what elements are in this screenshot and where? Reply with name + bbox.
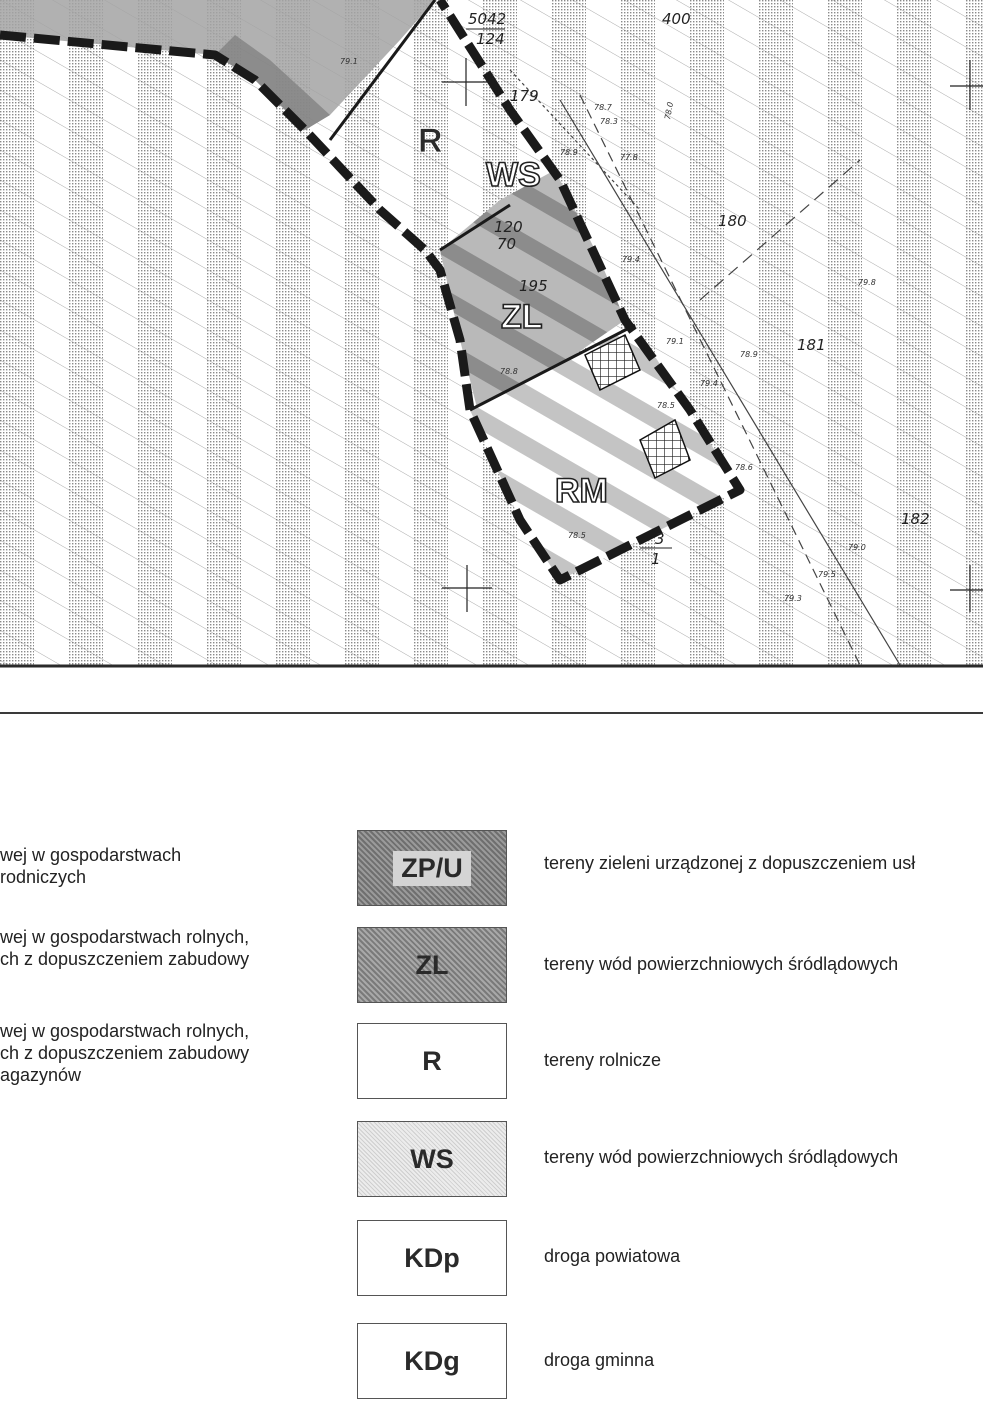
svg-text:79.0: 79.0 xyxy=(848,543,866,552)
svg-text:78.6: 78.6 xyxy=(735,463,753,472)
svg-text:79.8: 79.8 xyxy=(858,278,876,287)
parcel-124: 124 xyxy=(476,30,505,48)
parcel-1: 1 xyxy=(651,550,661,568)
zone-label-r: R xyxy=(418,122,443,160)
svg-text:79.1: 79.1 xyxy=(666,337,684,346)
legend-swatch-kdg xyxy=(357,1323,507,1399)
svg-text:79.1: 79.1 xyxy=(340,57,358,66)
legend-left-item-1: wej w gospodarstwach rodniczych xyxy=(0,845,182,887)
svg-text:78.5: 78.5 xyxy=(568,531,586,540)
legend-desc-kdg: droga gminna xyxy=(544,1350,655,1370)
legend-code-zpu: ZP/U xyxy=(393,851,471,886)
legend-swatch-ws xyxy=(357,1121,507,1197)
svg-text:79.3: 79.3 xyxy=(784,594,802,603)
legend-desc-r: tereny rolnicze xyxy=(544,1050,662,1070)
svg-text:78.5: 78.5 xyxy=(657,401,675,410)
svg-text:79.4: 79.4 xyxy=(622,255,640,264)
parcel-70: 70 xyxy=(497,235,517,253)
parcel-5042: 5042 xyxy=(468,10,507,28)
svg-text:79.4: 79.4 xyxy=(700,379,718,388)
legend-swatch-kdp xyxy=(357,1220,507,1296)
svg-text:78.3: 78.3 xyxy=(600,117,618,126)
parcel-182: 182 xyxy=(901,510,930,528)
legend-swatch-zpu xyxy=(357,830,507,906)
parcel-120: 120 xyxy=(494,218,523,236)
zone-label-zl: ZL xyxy=(501,298,543,336)
svg-text:79.5: 79.5 xyxy=(818,570,836,579)
legend-left-item-3: wej w gospodarstwach rolnych, ch z dopuszczeniem zabudowy agazynów xyxy=(0,1021,250,1085)
svg-text:77.8: 77.8 xyxy=(620,153,638,162)
legend-desc-kdp: droga powiatowa xyxy=(544,1246,681,1266)
legend-swatch-zl xyxy=(357,927,507,1003)
legend-swatch-r xyxy=(357,1023,507,1099)
legend-desc-ws: tereny wód powierzchniowych śródlądowych xyxy=(544,1147,899,1167)
planning-map xyxy=(0,0,983,670)
parcel-181: 181 xyxy=(797,336,826,354)
parcel-180: 180 xyxy=(718,212,747,230)
svg-text:78.9: 78.9 xyxy=(560,148,578,157)
parcel-400: 400 xyxy=(662,10,691,28)
svg-text:78.7: 78.7 xyxy=(594,103,612,112)
svg-text:78.8: 78.8 xyxy=(500,367,518,376)
parcel-195: 195 xyxy=(519,277,548,295)
map-legend xyxy=(0,712,983,1417)
legend-desc-zpu: tereny zieleni urządzonej z dopuszczeniem usł xyxy=(544,853,916,873)
legend-code-ws: WS xyxy=(410,1143,454,1174)
legend-desc-zl: tereny wód powierzchniowych śródlądowych xyxy=(544,954,899,974)
legend-code-kdp: KDp xyxy=(404,1242,460,1273)
zone-label-rm: RM xyxy=(555,472,608,510)
parcel-179: 179 xyxy=(510,87,539,105)
legend-code-kdg: KDg xyxy=(404,1345,460,1376)
legend-left-item-2: wej w gospodarstwach rolnych, ch z dopuszczeniem zabudowy xyxy=(0,927,250,969)
parcel-3: 3 xyxy=(655,530,665,548)
legend-code-r: R xyxy=(422,1045,442,1076)
zone-label-ws: WS xyxy=(486,156,541,194)
svg-text:78.0: 78.0 xyxy=(663,101,676,121)
legend-code-zl: ZL xyxy=(415,949,449,980)
svg-text:78.9: 78.9 xyxy=(740,350,758,359)
legend-divider xyxy=(0,712,983,714)
